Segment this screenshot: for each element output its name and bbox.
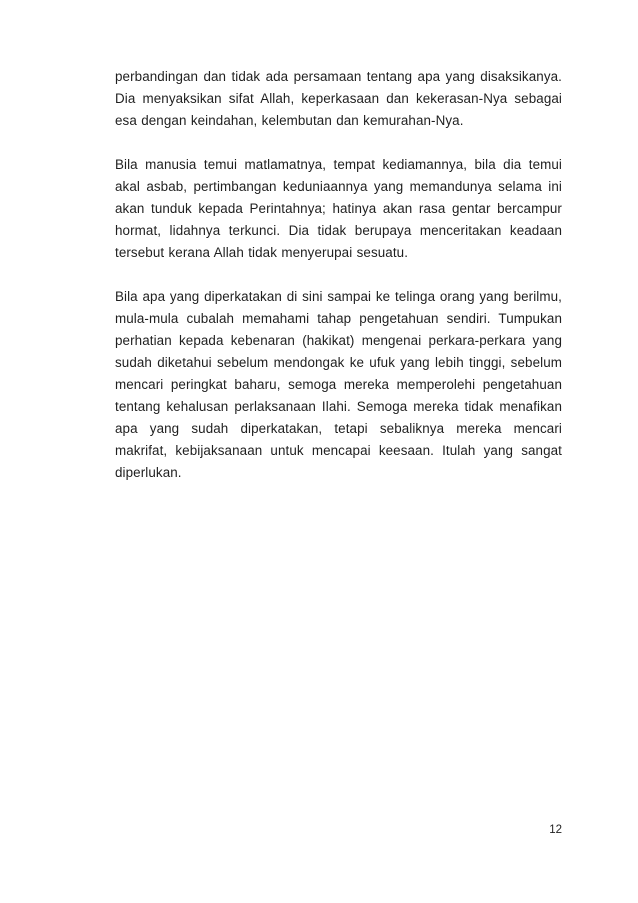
paragraph-2: Bila manusia temui matlamatnya, tempat kediamannya, bila dia temui akal asbab, pertimbangan keduniaannya yang memandunya selama ini akan tunduk kepada Perintahnya; hatinya akan rasa gentar bercampur hormat, lidahnya terkunci. Dia tidak berupaya menceritakan keadaan tersebut kerana Allah tidak menyerupai sesuatu. bbox=[115, 157, 562, 260]
paragraph-3: Bila apa yang diperkatakan di sini sampai ke telinga orang yang berilmu, mula-mula cubalah memahami tahap pengetahuan sendiri. Tumpukan perhatian kepada kebenaran (hakikat) mengenai perkara-perkara yang sudah diketahui sebelum mendongak ke ufuk yang lebih tinggi, sebelum mencari peringkat baharu, semoga mereka memperolehi pengetahuan tentang kehalusan perlaksanaan Ilahi. Semoga mereka tidak menafikan apa yang sudah diperkatakan, tetapi sebaliknya mereka mencari makrifat, kebijaksanaan untuk mencapai keesaan. Itulah yang sangat diperlukan. bbox=[115, 289, 562, 480]
page-number: 12 bbox=[549, 824, 562, 836]
text-block bbox=[115, 66, 562, 506]
paragraph-1: perbandingan dan tidak ada persamaan tentang apa yang disaksikanya. Dia menyaksikan sifat Allah, keperkasaan dan kekerasan-Nya sebagai esa dengan keindahan, kelembutan dan kemurahan-Nya. bbox=[115, 69, 562, 128]
